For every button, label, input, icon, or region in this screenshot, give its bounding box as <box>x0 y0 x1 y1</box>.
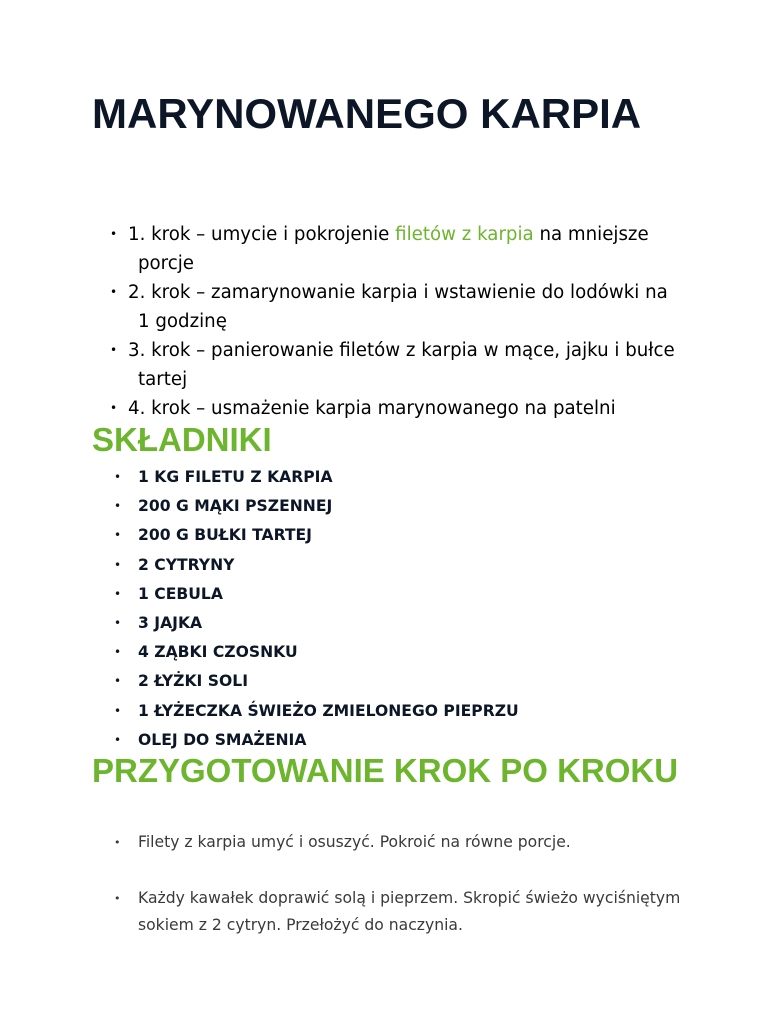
list-item: • 200 G MĄKI PSZENNEJ <box>114 492 519 521</box>
list-item <box>118 220 678 278</box>
step-text: 4. krok – usmażenie karpia marynowanego na patelni <box>128 398 616 419</box>
step-text: na mniejsze porcje <box>138 224 649 274</box>
ingredients-list <box>114 463 519 755</box>
list-item: • 2 CYTRYNY <box>114 551 519 580</box>
list-item <box>118 394 678 423</box>
list-item: • 1 KG FILETU Z KARPIA <box>114 463 519 492</box>
preparation-list <box>114 829 714 968</box>
list-item: • 1 CEBULA <box>114 580 519 609</box>
list-item: • 4 ZĄBKI CZOSNKU <box>114 638 519 667</box>
list-item: • 1 ŁYŻECZKA ŚWIEŻO ZMIELONEGO PIEPRZU <box>114 697 519 726</box>
page-title: MARYNOWANEGO KARPIA <box>92 90 642 137</box>
step-text: 1. krok – umycie i pokrojenie <box>128 224 396 245</box>
step-text: 3. krok – panierowanie filetów z karpia w mące, jajku i bułce tartej <box>128 340 675 390</box>
list-item <box>118 336 678 394</box>
carp-fillet-link[interactable]: filetów z karpia <box>395 224 534 245</box>
steps-list <box>118 220 678 423</box>
list-item: • 2 ŁYŻKI SOLI <box>114 667 519 696</box>
list-item: • Każdy kawałek doprawić solą i pieprzem. Skropić świeżo wyciśniętym sokiem z 2 cytryn. Przełożyć do naczynia. <box>114 885 714 939</box>
list-item: • 200 G BUŁKI TARTEJ <box>114 521 519 550</box>
list-item: • 3 JAJKA <box>114 609 519 638</box>
step-text: 2. krok – zamarynowanie karpia i wstawienie do lodówki na 1 godzinę <box>128 282 668 332</box>
list-item: • OLEJ DO SMAŻENIA <box>114 726 519 755</box>
ingredients-heading: SKŁADNIKI <box>92 421 272 458</box>
list-item: • Filety z karpia umyć i osuszyć. Pokroić na równe porcje. <box>114 829 714 856</box>
preparation-heading: PRZYGOTOWANIE KROK PO KROKU <box>92 752 679 789</box>
list-item <box>118 278 678 336</box>
